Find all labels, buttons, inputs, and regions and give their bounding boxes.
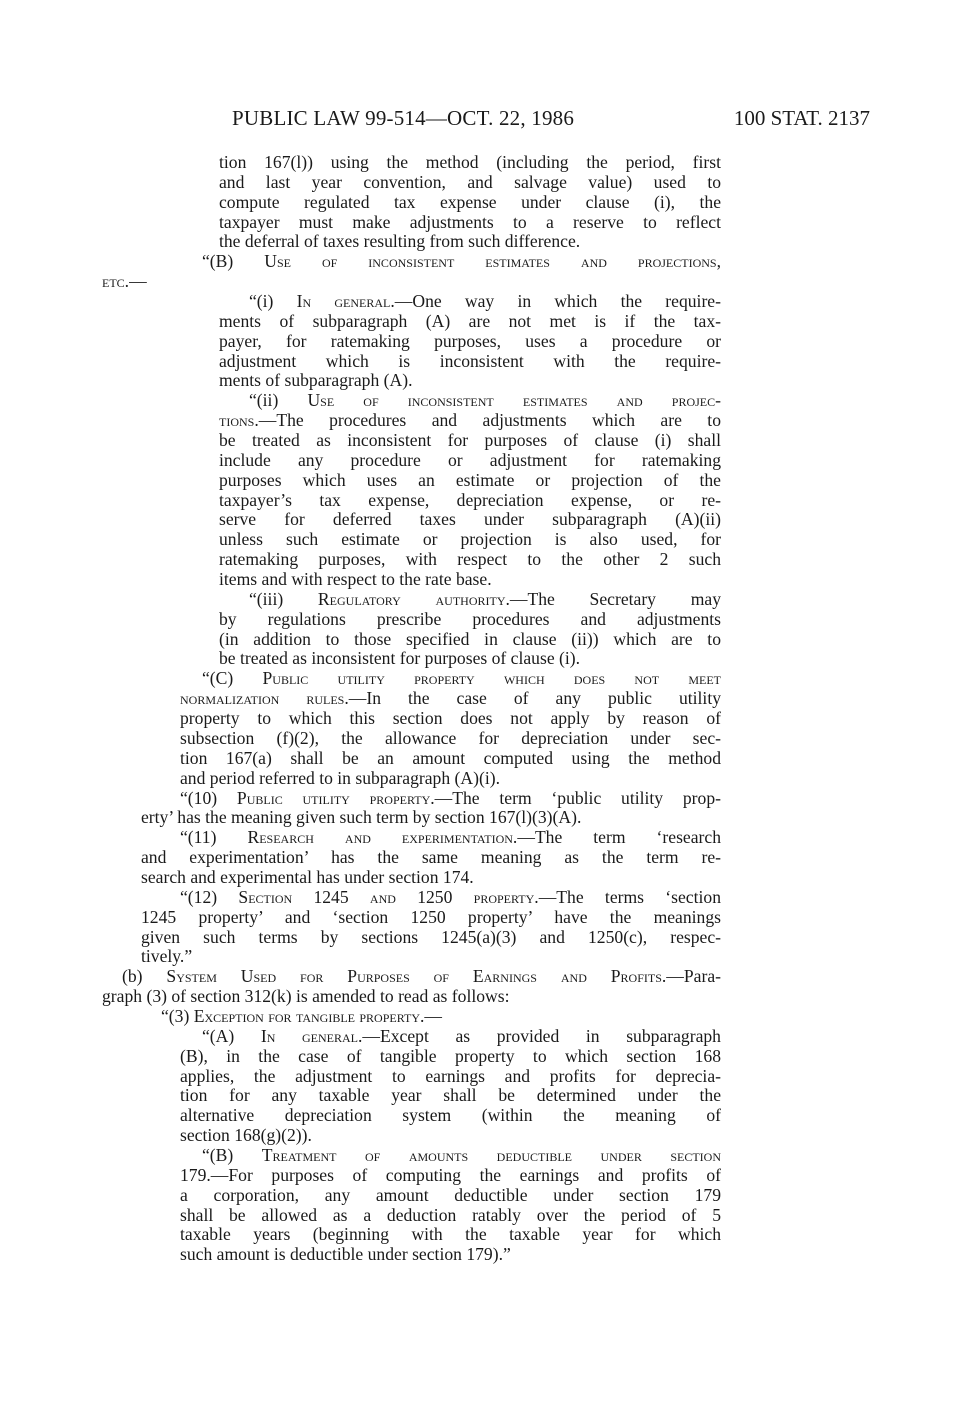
text-run: taxable years (beginning with the taxable year for which: [180, 1224, 721, 1245]
text-line: [219, 451, 721, 471]
text-run: ments of subparagraph (A).: [219, 370, 413, 391]
section-heading: In general.: [296, 291, 395, 312]
text-run: 1245 property’ and ‘section 1250 property’ have the meanings: [141, 906, 721, 927]
text-line: [180, 1126, 721, 1146]
section-heading: System Used for Purposes of Earnings and Profits.: [166, 966, 667, 987]
text-run: purposes which uses an estimate or projection of the: [219, 469, 721, 490]
text-run: —Para-: [666, 966, 721, 987]
section-heading: Use of inconsistent estimates and projec-: [307, 390, 721, 411]
text-run: section 168(g)(2)).: [180, 1125, 312, 1146]
text-line: [219, 173, 721, 193]
text-line: [219, 530, 721, 550]
section-heading: 179.: [180, 1164, 211, 1185]
text-run: the deferral of taxes resulting from such difference.: [219, 231, 581, 252]
text-run: search and experimental has under section 174.: [141, 866, 474, 887]
text-line: [102, 987, 721, 1007]
text-run: adjustment which is inconsistent with the require-: [219, 350, 721, 371]
text-run: tively.”: [141, 946, 193, 967]
text-line: [180, 1166, 721, 1186]
text-line: [180, 1186, 721, 1206]
section-heading: tions.: [219, 410, 259, 431]
text-line: [180, 1106, 721, 1126]
text-run: —: [424, 1005, 442, 1026]
text-line: [141, 1007, 721, 1027]
text-run: (b): [122, 966, 167, 987]
text-run: ratemaking purposes, with respect to the other 2 such: [219, 549, 721, 570]
text-line: [219, 630, 721, 650]
section-heading: Regulatory authority.: [317, 588, 510, 609]
text-line: [219, 352, 721, 372]
text-line: [180, 1047, 721, 1067]
text-line: [219, 510, 721, 530]
text-run: given such terms by sections 1245(a)(3) and 1250(c), respec-: [141, 926, 721, 947]
text-line: [141, 789, 721, 809]
text-line: [141, 908, 721, 928]
section-heading: Treatment of amounts deductible under section: [261, 1144, 721, 1165]
text-run: —The terms ‘section: [538, 886, 721, 907]
text-line: [219, 570, 721, 590]
text-run: unless such estimate or projection is also used, for: [219, 529, 721, 550]
text-line: [180, 1067, 721, 1087]
text-line: [180, 252, 721, 272]
text-run: “(10): [180, 787, 237, 808]
text-line: [180, 1225, 721, 1245]
section-heading: Section 1245 and 1250 property.: [238, 886, 539, 907]
text-line: [180, 1027, 721, 1047]
text-run: “(3): [161, 1005, 194, 1026]
text-run: “(A): [202, 1025, 261, 1046]
text-run: “(B): [202, 251, 265, 272]
text-line: [180, 729, 721, 749]
text-run: and experimentation’ has the same meaning as the term re-: [141, 847, 721, 868]
text-line: [219, 590, 721, 610]
text-run: “(11): [180, 827, 248, 848]
text-line: [180, 749, 721, 769]
text-line: [180, 1245, 721, 1265]
text-line: [141, 947, 721, 967]
text-run: —The procedures and adjustments which are to: [258, 410, 721, 431]
text-run: erty’ has the meaning given such term by section 167(l)(3)(A).: [141, 807, 582, 828]
text-line: [180, 1206, 721, 1226]
text-run: shall be allowed as a deduction ratably over the period of 5: [180, 1204, 721, 1225]
text-run: —In the case of any public utility: [348, 688, 722, 709]
running-header: [232, 106, 870, 136]
text-line: [141, 828, 721, 848]
text-line: [180, 689, 721, 709]
text-line: [219, 332, 721, 352]
text-run: “(i): [249, 291, 297, 312]
text-line: [180, 1146, 721, 1166]
text-line: [219, 153, 721, 173]
text-line: [141, 808, 721, 828]
text-line: [180, 769, 721, 789]
text-run: “(12): [180, 886, 239, 907]
text-run: —For purposes of computing the earnings and profits of: [210, 1164, 721, 1185]
text-run: —The Secretary may: [509, 588, 721, 609]
text-run: —The term ‘public utility prop-: [434, 787, 721, 808]
text-run: items and with respect to the rate base.: [219, 569, 492, 590]
text-run: and period referred to in subparagraph (A)(i).: [180, 767, 500, 788]
text-run: —The term ‘research: [517, 827, 721, 848]
text-run: taxpayer’s tax expense, depreciation expense, or re-: [219, 489, 721, 510]
text-run: tion 167(a) shall be an amount computed using the method: [180, 747, 721, 768]
text-line: [219, 213, 721, 233]
text-run: serve for deferred taxes under subparagraph (A)(ii): [219, 509, 721, 530]
section-heading: Exception for tangible property.: [193, 1005, 425, 1026]
text-line: [219, 193, 721, 213]
text-line: [219, 471, 721, 491]
section-heading: etc.: [102, 271, 130, 292]
text-line: [219, 371, 721, 391]
text-run: subsection (f)(2), the allowance for depreciation under sec-: [180, 727, 721, 748]
text-run: applies, the adjustment to earnings and profits for deprecia-: [180, 1065, 721, 1086]
text-run: graph (3) of section 312(k) is amended to read as follows:: [102, 986, 510, 1007]
text-run: —: [129, 271, 147, 292]
text-line: [180, 709, 721, 729]
text-run: “(iii): [249, 588, 318, 609]
text-run: be treated as inconsistent for purposes of clause (i).: [219, 648, 581, 669]
text-line: [141, 848, 721, 868]
text-run: include any procedure or adjustment for ratemaking: [219, 449, 721, 470]
text-line: [180, 669, 721, 689]
text-line: [102, 272, 721, 292]
text-line: [219, 292, 721, 312]
text-line: [219, 312, 721, 332]
section-heading: Public utility property which does not meet: [262, 668, 721, 689]
text-run: (B), in the case of tangible property to which section 168: [180, 1045, 721, 1066]
text-run: “(B): [202, 1144, 262, 1165]
header-citation: PUBLIC LAW 99-514—OCT. 22, 1986: [232, 106, 575, 130]
text-line: [141, 868, 721, 888]
text-line: [219, 391, 721, 411]
text-line: [141, 928, 721, 948]
text-run: payer, for ratemaking purposes, uses a procedure or: [219, 330, 721, 351]
text-line: [102, 967, 721, 987]
text-run: (in addition to those specified in clause (ii)) which are to: [219, 628, 721, 649]
text-line: [141, 888, 721, 908]
body-text: [0, 153, 958, 1265]
text-line: [219, 491, 721, 511]
section-heading: normalization rules.: [180, 688, 349, 709]
text-run: “(C): [202, 668, 263, 689]
text-line: [219, 232, 721, 252]
header-stat-page: 100 STAT. 2137: [733, 106, 870, 130]
text-line: [219, 649, 721, 669]
text-run: taxpayer must make adjustments to a reserve to reflect: [219, 211, 721, 232]
text-run: a corporation, any amount deductible under section 179: [180, 1184, 721, 1205]
text-run: alternative depreciation system (within the meaning of: [180, 1105, 721, 1126]
text-run: tion 167(l)) using the method (including the period, first: [219, 152, 721, 172]
text-line: [219, 550, 721, 570]
text-line: [180, 1086, 721, 1106]
text-run: tion for any taxable year shall be determined under the: [180, 1085, 721, 1106]
text-run: by regulations prescribe procedures and adjustments: [219, 608, 721, 629]
section-heading: Research and experimentation.: [247, 827, 518, 848]
text-line: [219, 411, 721, 431]
text-run: —One way in which the require-: [394, 291, 721, 312]
section-heading: In general.: [260, 1025, 363, 1046]
text-run: such amount is deductible under section 179).”: [180, 1244, 511, 1265]
text-run: ments of subparagraph (A) are not met is if the tax-: [219, 310, 721, 331]
text-run: and last year convention, and salvage value) used to: [219, 171, 721, 192]
section-heading: Use of inconsistent estimates and projections,: [264, 251, 721, 272]
section-heading: Public utility property.: [236, 787, 435, 808]
text-run: “(ii): [249, 390, 308, 411]
text-run: property to which this section does not apply by reason of: [180, 708, 721, 729]
text-run: compute regulated tax expense under clause (i), the: [219, 191, 721, 212]
text-run: be treated as inconsistent for purposes of clause (i) shall: [219, 430, 721, 451]
text-run: —Except as provided in subparagraph: [362, 1025, 721, 1046]
text-line: [219, 610, 721, 630]
text-line: [219, 431, 721, 451]
